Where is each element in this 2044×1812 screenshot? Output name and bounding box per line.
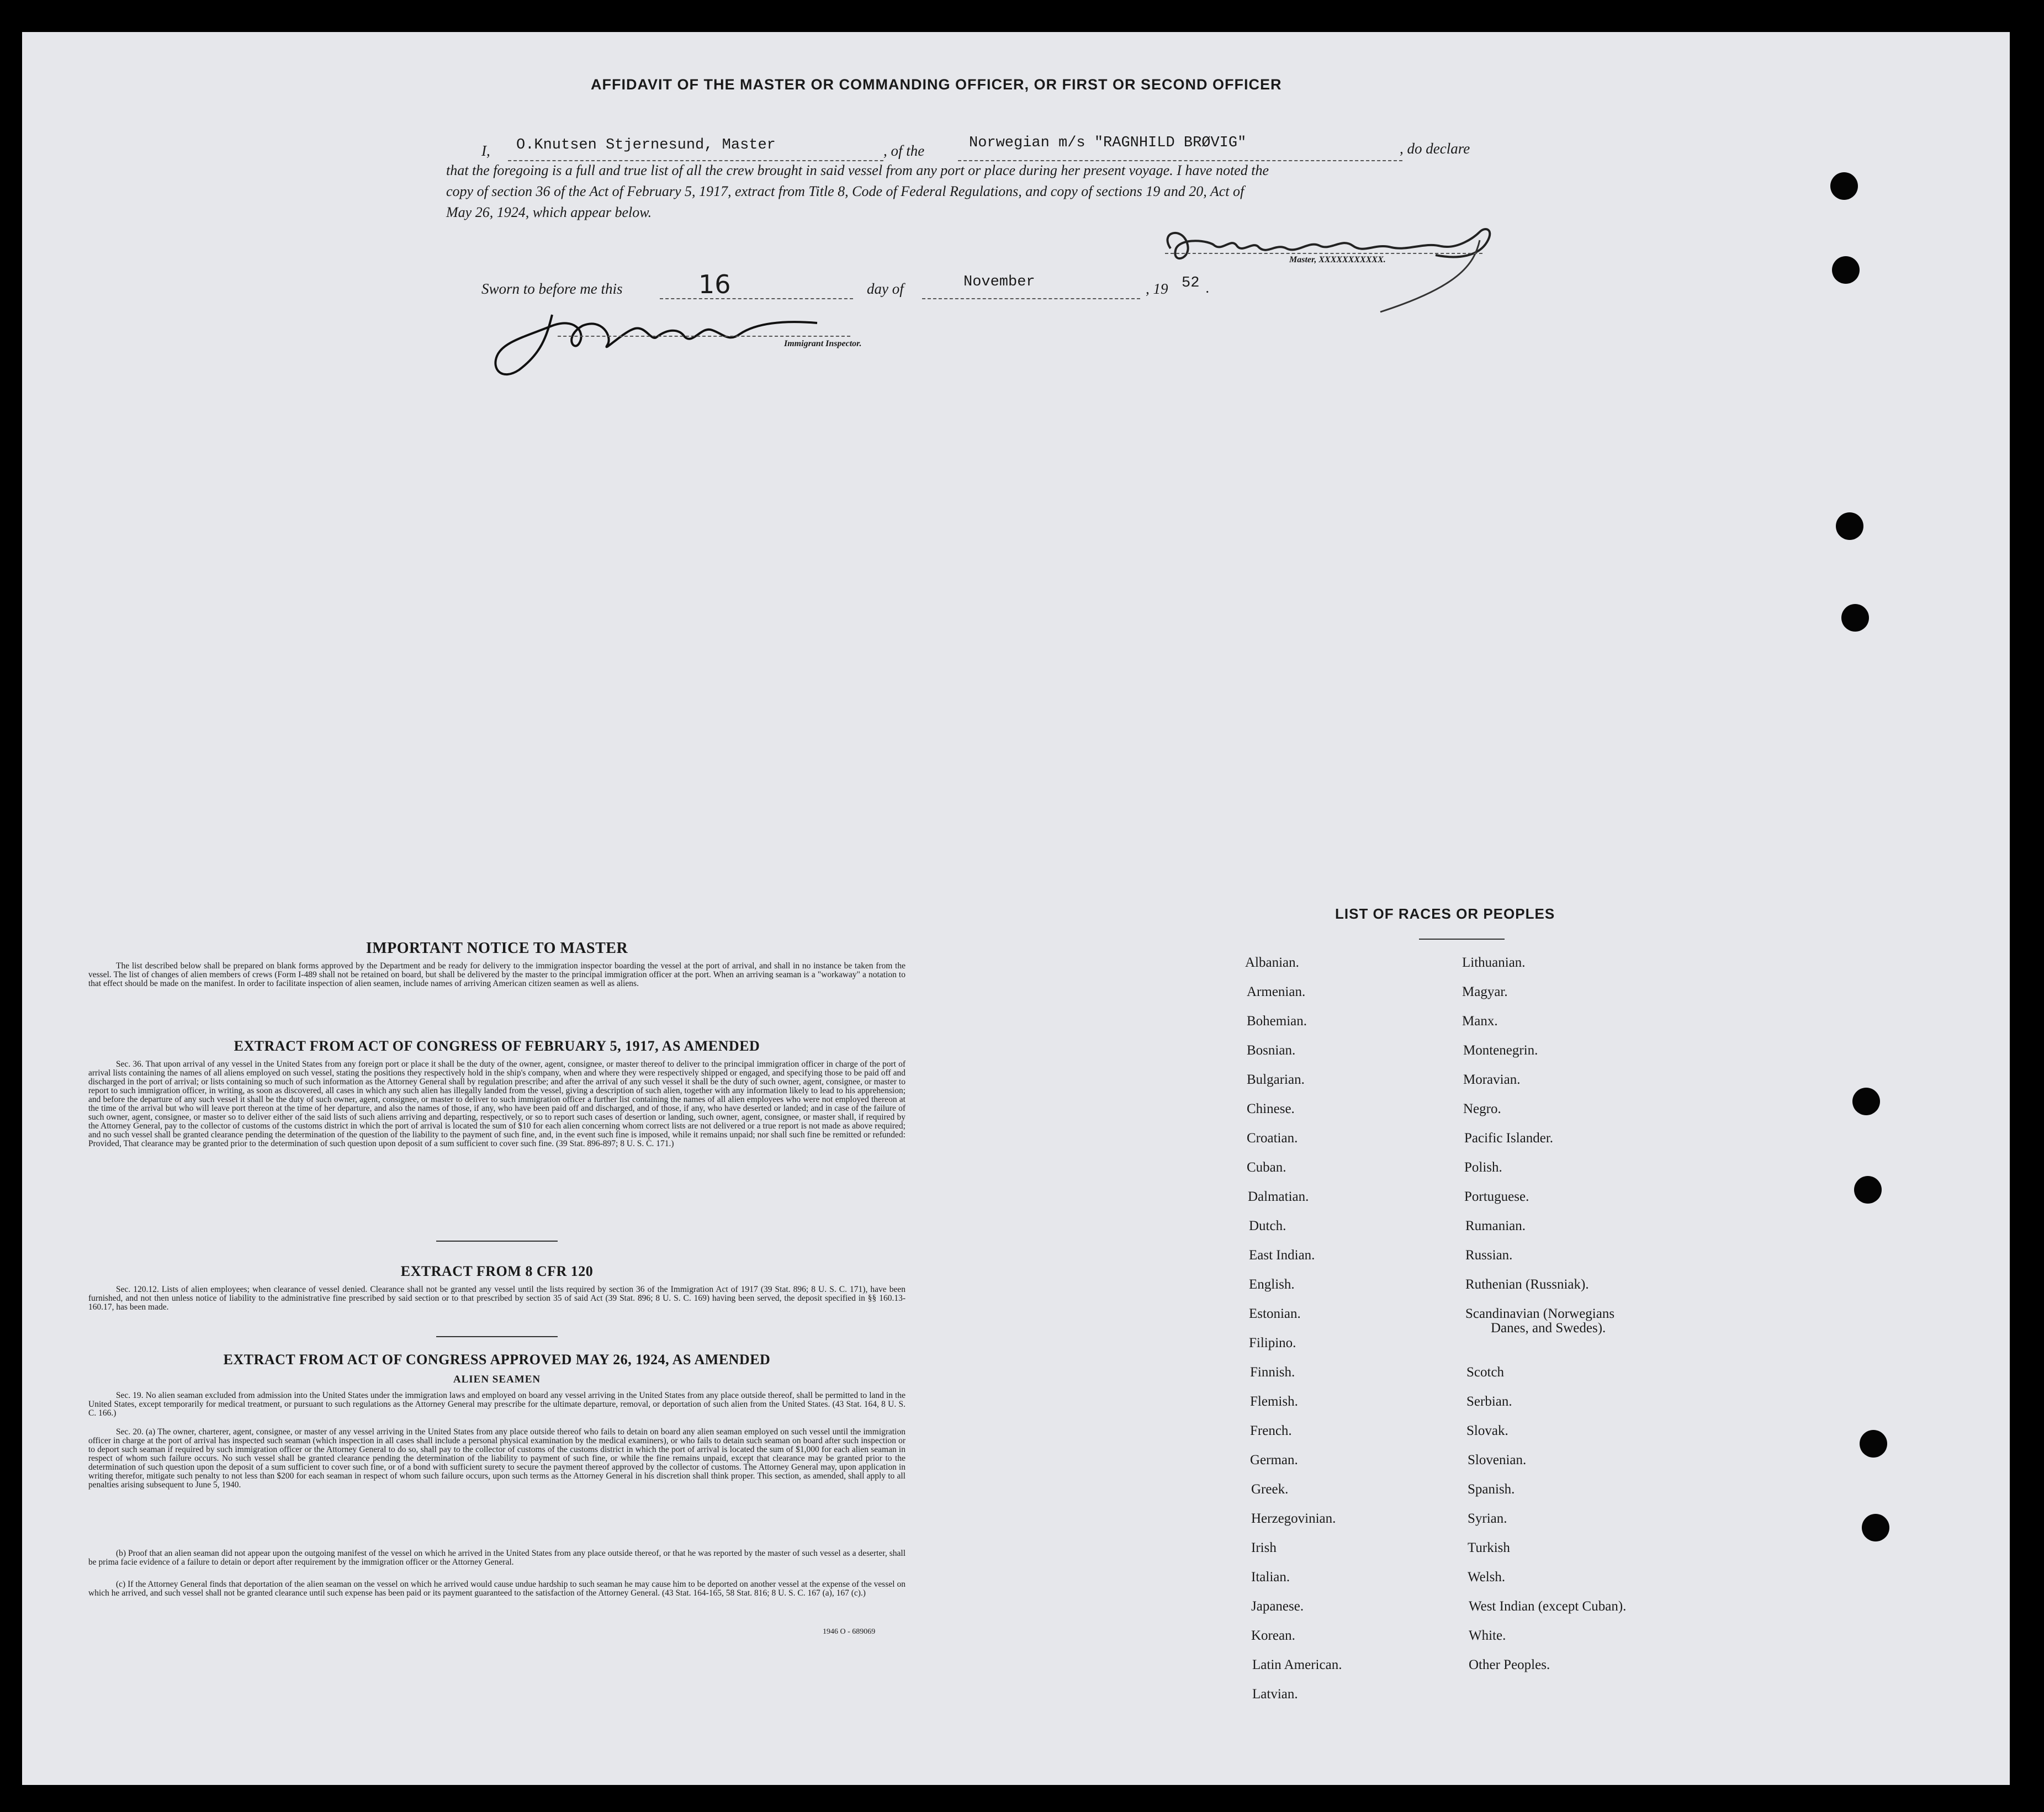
race-item: French. [1250,1423,1292,1438]
race-item: Bulgarian. [1247,1072,1305,1087]
binder-hole [1841,604,1869,632]
race-item: Russian. [1465,1248,1513,1263]
binder-hole [1862,1514,1889,1541]
race-item: Syrian. [1468,1511,1507,1526]
extract3-p3: (b) Proof that an alien seaman did not appear upon the outgoing manifest of the vessel on which he arrived in the United States from any place outside thereof, or that he was reported by the master of such vessel as a deserter, shall be prima facie evidence of a failure to detain or deport after requirement by the immigration officer or the Attorney General. [88,1549,905,1567]
race-item: Polish. [1464,1160,1502,1175]
race-item: Filipino. [1249,1336,1296,1350]
race-item: English. [1249,1277,1295,1292]
day-line [660,298,853,299]
race-item: Ruthenian (Russniak). [1465,1277,1589,1292]
sworn-text: Sworn to before me this [481,280,623,297]
race-item: Scandinavian (Norwegians [1465,1306,1615,1321]
print-code: 1946 O - 689069 [823,1628,876,1636]
race-item: German. [1250,1453,1298,1467]
notice-title: IMPORTANT NOTICE TO MASTER [366,940,628,957]
race-item: Slovenian. [1468,1453,1527,1467]
race-item: Flemish. [1250,1394,1298,1409]
binder-hole [1854,1176,1882,1204]
year-prefix: , 19 [1146,280,1168,297]
extract2-title: EXTRACT FROM 8 CFR 120 [400,1263,594,1279]
race-item: Dalmatian. [1248,1189,1309,1204]
race-item: Japanese. [1251,1599,1304,1614]
race-item: Italian. [1251,1570,1290,1585]
race-item: Estonian. [1249,1306,1301,1321]
affidavit-title: AFFIDAVIT OF THE MASTER OR COMMANDING OFFICER, OR FIRST OR SECOND OFFICER [591,76,1282,93]
race-item: Welsh. [1468,1570,1506,1585]
divider [436,1336,558,1337]
master-signature [1148,215,1524,315]
race-item: Other Peoples. [1469,1657,1550,1672]
race-item: Herzegovinian. [1251,1511,1336,1526]
extract3-title: EXTRACT FROM ACT OF CONGRESS APPROVED MAY 26, 1924, AS AMENDED [223,1352,771,1368]
race-item: Latin American. [1252,1657,1342,1672]
binder-hole [1836,512,1863,540]
race-item: West Indian (except Cuban). [1469,1599,1627,1614]
race-item: Latvian. [1252,1687,1298,1702]
race-item: Croatian. [1247,1131,1298,1146]
race-item: Korean. [1251,1628,1295,1643]
race-item: Portuguese. [1464,1189,1529,1204]
month-line [922,298,1140,299]
race-item: Bohemian. [1247,1014,1307,1029]
race-item: White. [1469,1628,1506,1643]
binder-hole [1832,256,1860,284]
of-the-text: , of the [883,142,925,159]
divider [436,1241,558,1242]
race-item: Rumanian. [1465,1218,1526,1233]
race-item: Chinese. [1247,1101,1295,1116]
master-name-field: O.Knutsen Stjernesund, Master [516,137,776,153]
race-item: Moravian. [1463,1072,1521,1087]
extract3-subtitle: ALIEN SEAMEN [453,1374,541,1385]
race-item: Dutch. [1249,1218,1286,1233]
race-item: Slovak. [1466,1423,1508,1438]
day-number: 16 [698,269,731,299]
binder-hole [1830,172,1858,200]
extract1-title: EXTRACT FROM ACT OF CONGRESS OF FEBRUARY 5, 1917, AS AMENDED [234,1038,760,1054]
race-item: Finnish. [1250,1365,1295,1380]
race-item: Greek. [1251,1482,1289,1497]
race-item: Danes, and Swedes). [1491,1321,1606,1336]
vessel-field: Norwegian m/s "RAGNHILD BRØVIG" [969,135,1247,151]
month-field: November [963,274,1035,290]
binder-hole [1852,1088,1880,1115]
inspector-caption: Immigrant Inspector. [784,339,862,348]
inspector-signature-line [558,336,850,337]
extract3-p2: Sec. 20. (a) The owner, charterer, agent, consignee, or master of any vessel arriving in the United States from any place outside thereof who fails to detain on board any alien seaman employed on such vessel until the immigration officer in charge at the port of arrival has inspected such seaman (which inspection in all cases shall include a personal physical examination by the medical examiners), or who fails to detain such seaman on board after such inspection or to deport such seaman if required by such immigration officer or the Attorney General to do so, shall pay to the collector of customs of the customs district in which the port of arrival is located the sum of $1,000 for each alien seaman in respect of whom such failure occurs. No such vessel shall be granted clearance pending the determination of the liability to payment of such fine, or while the fine remains unpaid, except that clearance may be granted prior to the determination of such question upon the deposit of a sum sufficient to cover such fine, or of a bond with sufficient surety to secure the payment thereof approved by the collector of customs. The Attorney General may, upon application in writing therefor, mitigate such penalty to not less than $200 for each seaman in respect of whom such failure occurs, upon such terms as the Attorney General in his discretion shall think proper. This section, as amended, shall apply to all penalties arising subsequent to June 5, 1940. [88,1427,905,1490]
race-item: Albanian. [1245,955,1299,970]
race-item: Armenian. [1247,984,1306,999]
year-suffix: . [1206,279,1210,296]
races-title-rule [1419,939,1505,940]
binder-hole [1860,1430,1887,1458]
race-item: Irish [1251,1540,1277,1555]
race-item: Lithuanian. [1462,955,1526,970]
race-item: Spanish. [1468,1482,1515,1497]
races-title: LIST OF RACES OR PEOPLES [1335,905,1555,922]
race-item: Pacific Islander. [1464,1131,1554,1146]
race-item: Turkish [1468,1540,1510,1555]
extract2-text: Sec. 120.12. Lists of alien employees; when clearance of vessel denied. Clearance shall not be granted any vessel until the lists required by section 36 of the Immigration Act of 1917 (39 Stat. 896; 8 U. S. C. 171), have been furnished, and not then unless notice of liability to the administrative fine prescribed by said section or to that prescribed by section 35 of said Act (39 Stat. 896; 8 U. S. C. 169) having been served, the deposit specified in §§ 160.13-160.17, has been made. [88,1285,905,1312]
race-item: Manx. [1462,1014,1498,1029]
master-signature-line [1165,253,1482,254]
notice-text: The list described below shall be prepared on blank forms approved by the Department and be ready for delivery to the immigration inspector boarding the vessel at the port of arrival, and shall in no instance be taken from the vessel. The list of changes of alien members of crews (Form I-489 shall not be retained on board, but shall be delivered by the master to the principal immigration officer at the port. When an arriving seaman is a "workaway" a notation to that effect should be made on the manifest. In order to facilitate inspection of alien seamen, include names of arriving American citizen seamen as well as aliens. [88,961,905,988]
extract3-p4: (c) If the Attorney General finds that deportation of the alien seaman on the vessel on which he arrived would cause undue hardship to such seaman he may cause him to be deported on another vessel at the expense of the vessel on which he arrived, and such vessel shall not be granted clearance until such expense has been paid or its payment guaranteed to the satisfaction of the Attorney General. (43 Stat. 164-165, 58 Stat. 816; 8 U. S. C. 167 (a), 167 (c).) [88,1580,905,1598]
affidavit-line-3: copy of section 36 of the Act of February 5, 1917, extract from Title 8, Code of Federal Regulations, and copy of sections 19 and 20, Act of [446,183,1245,199]
extract3-p1: Sec. 19. No alien seaman excluded from admission into the United States under the immigration laws and employed on board any vessel arriving in the United States from any place outside thereof, shall be permitted to land in the United States, except temporarily for medical treatment, or pursuant to such regulations as the Attorney General may prescribe for the ultimate departure, removal, or deportation of such alien from the United States. (43 Stat. 164, 8 U. S. C. 166.) [88,1391,905,1418]
race-item: Serbian. [1466,1394,1512,1409]
race-item: Negro. [1463,1101,1501,1116]
race-item: Magyar. [1462,984,1508,999]
race-item: Scotch [1466,1365,1505,1380]
affidavit-line-4: May 26, 1924, which appear below. [446,204,652,220]
extract1-text: Sec. 36. That upon arrival of any vessel in the United States from any foreign port or place it shall be the duty of the owner, agent, consignee, or master thereof to deliver to the principal immigration officer in charge of the port of arrival lists containing the names of all aliens employed on such vessel, stating the positions they respectively hold in the ship's company, when and where they were respectively shipped or engaged, and specifying those to be paid off and discharged in the port of arrival; or lists containing so much of such information as the Attorney General shall by regulation prescribe; and after the arrival of any such vessel it shall be the duty of such owner, agent, consignee, or master to report to such immigration officer, in writing, as soon as discovered, all cases in which any such alien has illegally landed from the vessel, giving a description of such alien, together with any information likely to lead to his apprehension; and before the departure of any such vessel it shall be the duty of such owner, agent, consignee, or master to deliver to such immigration officer a further list containing the names of all alien employees who were not employed thereon at the time of the arrival but who will leave port thereon at the time of her departure, and also the names of those, if any, who have been paid off and discharged, and of those, if any, who have deserted or landed; and in case of the failure of such owner, agent, consignee, or master so to deliver either of the said lists of such aliens arriving and departing, respectively, or so to report such cases of desertion or landing, such owner, agent, consignee, or master shall, if required by the Attorney General, pay to the collector of customs of the customs district in which the port of arrival is located the sum of $10 for each alien concerning whom correct lists are not delivered or a true report is not made as above required; and no such vessel shall be granted clearance pending the determination of the question of the liability to the payment of such fine, and, in the event such fine is imposed, while it remains unpaid; nor shall such fine be remitted or refunded: Provided, That clearance may be granted prior to the determination of such question upon deposit of a sum sufficient to cover such fine. (39 Stat. 896-897; 8 U. S. C. 171.) [88,1059,905,1148]
master-caption: Master, XXXXXXXXXXX. [1289,255,1386,264]
race-item: Montenegrin. [1463,1043,1538,1058]
day-of-text: day of [867,280,904,297]
race-item: Cuban. [1247,1160,1286,1175]
document-page [22,32,2010,1785]
race-item: East Indian. [1249,1248,1315,1263]
affidavit-line-2: that the foregoing is a full and true list of all the crew brought in said vessel from any port or place during her present voyage. I have noted the [446,162,1269,178]
do-declare-text: , do declare [1400,140,1470,157]
affidavit-i: I, [481,142,490,159]
year-field: 52 [1182,275,1200,292]
race-item: Bosnian. [1247,1043,1296,1058]
